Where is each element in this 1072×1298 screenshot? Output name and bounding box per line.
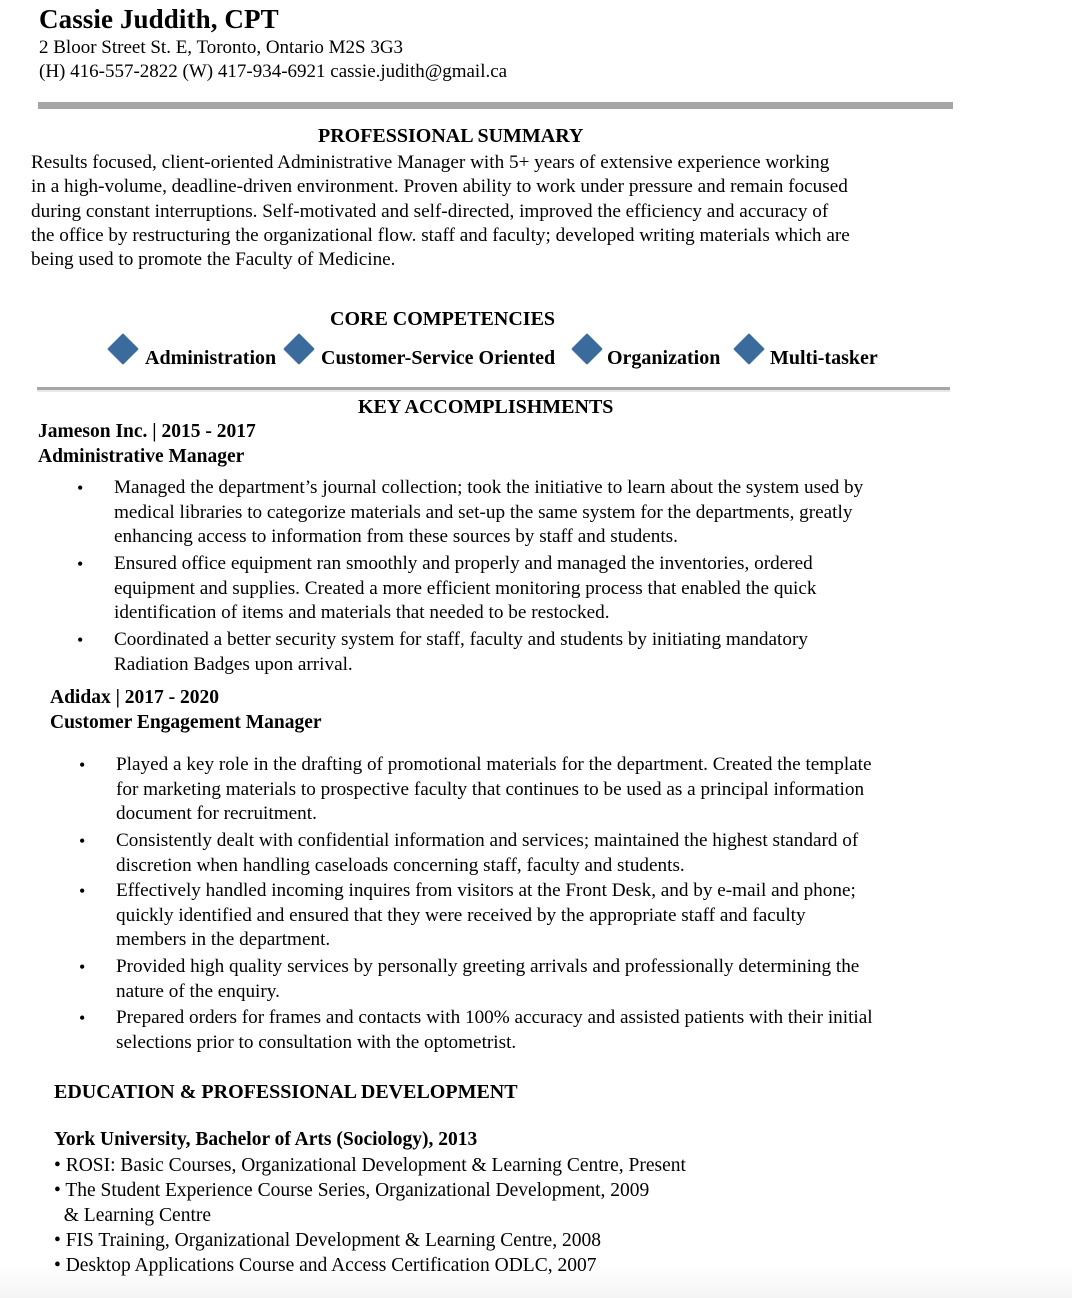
bullet-line: medical libraries to categorize materials and set-up the same system for the departments, greatly [114, 501, 853, 523]
education-item: • ROSI: Basic Courses, Organizational Development & Learning Centre, Present [54, 1155, 686, 1176]
summary-heading: PROFESSIONAL SUMMARY [318, 125, 584, 147]
bullet-dot-icon: • [77, 630, 84, 650]
bullet-line: Effectively handled incoming inquires from visitors at the Front Desk, and by e-mail and phone; [116, 880, 856, 901]
bullet-line: Ensured office equipment ran smoothly and properly and managed the inventories, ordered [114, 553, 813, 574]
bullet-dot-icon: • [79, 957, 86, 977]
bullet-line: Consistently dealt with confidential information and services; maintained the highest standard of [116, 830, 859, 851]
education-item-continued: & Learning Centre [54, 1205, 212, 1226]
summary-line: in a high-volume, deadline-driven environment. Proven ability to work under pressure and remain focused [31, 176, 848, 198]
diamond-bullet-icon [283, 333, 314, 364]
degree: York University, Bachelor of Arts (Sociology), 2013 [54, 1129, 478, 1150]
diamond-bullet-icon [733, 333, 764, 364]
bullet-dot-icon: • [79, 755, 86, 775]
bullet-line: for marketing materials to prospective faculty that continues to be used as a principal information [116, 778, 865, 800]
education-item: • Desktop Applications Course and Access Certification ODLC, 2007 [54, 1255, 597, 1276]
education-item: • The Student Experience Course Series, Organizational Development, 2009 [54, 1180, 650, 1201]
bullet-dot-icon: • [77, 554, 84, 574]
section-divider [37, 387, 950, 390]
education-heading: EDUCATION & PROFESSIONAL DEVELOPMENT [54, 1081, 518, 1103]
job-company-dates: Adidax | 2017 - 2020 [50, 687, 219, 708]
competencies-list [0, 331, 1072, 371]
bullet-line: quickly identified and ensured that they were received by the appropriate staff and faculty [116, 904, 806, 926]
competencies-heading: CORE COMPETENCIES [330, 308, 556, 330]
competency-item: Customer-Service Oriented [321, 347, 556, 369]
bullet-line: Provided high quality services by personally greeting arrivals and professionally determining the [116, 956, 860, 977]
summary-paragraph [31, 151, 956, 272]
job-title: Administrative Manager [38, 446, 245, 467]
bullet-line: members in the department. [116, 929, 331, 950]
address: 2 Bloor Street St. E, Toronto, Ontario M2S 3G3 [39, 37, 404, 58]
bullet-line: Prepared orders for frames and contacts with 100% accuracy and assisted patients with their initial [116, 1007, 873, 1028]
job-title: Customer Engagement Manager [50, 712, 322, 733]
bullet-line: Managed the department’s journal collection; took the initiative to learn about the system used by [114, 477, 864, 498]
accomplishments-heading: KEY ACCOMPLISHMENTS [358, 396, 614, 418]
bullet-line: nature of the enquiry. [116, 980, 280, 1002]
summary-line: the office by restructuring the organizational flow. staff and faculty; developed writing materials which are [31, 224, 850, 246]
bullet-dot-icon: • [77, 478, 84, 498]
bullet-line: identification of items and materials that needed to be restocked. [114, 602, 610, 623]
diamond-bullet-icon [107, 333, 138, 364]
summary-line: Results focused, client-oriented Administrative Manager with 5+ years of extensive experience working [31, 152, 830, 173]
bullet-line: enhancing access to information from these sources by staff and students. [114, 526, 678, 547]
bullet-line: Played a key role in the drafting of promotional materials for the department. Created the template [116, 754, 872, 775]
education-item: • FIS Training, Organizational Development & Learning Centre, 2008 [54, 1230, 601, 1251]
bullet-line: Coordinated a better security system for staff, faculty and students by initiating mandatory [114, 629, 808, 650]
bullet-line: discretion when handling caseloads concerning staff, faculty and students. [116, 854, 685, 876]
competency-item: Multi-tasker [770, 347, 878, 369]
candidate-name: Cassie Juddith, CPT [39, 4, 279, 34]
bullet-line: Radiation Badges upon arrival. [114, 653, 353, 675]
bullet-line: document for recruitment. [116, 803, 317, 824]
bullet-dot-icon: • [79, 831, 86, 851]
contact-line: (H) 416-557-2822 (W) 417-934-6921 cassie.judith@gmail.ca [39, 61, 508, 82]
competency-item: Organization [607, 347, 721, 369]
bullet-dot-icon: • [79, 1008, 86, 1028]
diamond-bullet-icon [571, 333, 602, 364]
header-divider [38, 102, 953, 109]
bullet-dot-icon: • [79, 881, 86, 901]
bullet-line: selections prior to consultation with the optometrist. [116, 1031, 517, 1053]
job-company-dates: Jameson Inc. | 2015 - 2017 [38, 421, 256, 442]
summary-line: during constant interruptions. Self-motivated and self-directed, improved the efficiency and accuracy of [31, 200, 829, 222]
summary-line: being used to promote the Faculty of Medicine. [31, 249, 396, 271]
competency-item: Administration [145, 347, 277, 369]
bullet-line: equipment and supplies. Created a more efficient monitoring process that enabled the quick [114, 577, 817, 599]
